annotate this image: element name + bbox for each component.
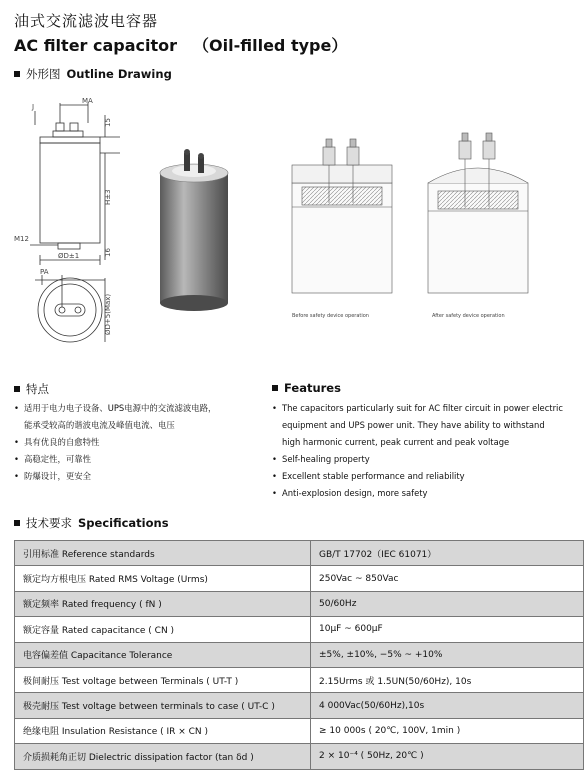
list-item: • Anti-explosion design, more safety: [272, 485, 582, 502]
spec-value: ±5%, ±10%, −5% ~ +10%: [311, 642, 584, 667]
cutaway-after-drawing: [428, 133, 528, 293]
square-bullet-icon: [272, 385, 278, 391]
list-item: • 高稳定性，可靠性: [14, 451, 264, 468]
cutaway-before-drawing: [292, 139, 392, 293]
dim-15: 15: [104, 118, 112, 127]
caption-before: Before safety device operation: [292, 313, 369, 319]
spec-value: ≥ 10 000s ( 20℃, 100V, 1min ): [311, 718, 584, 743]
table-row: [15, 693, 584, 718]
page-title-en: [14, 33, 347, 56]
features-en-heading-text: Features: [284, 381, 341, 395]
list-item: • 防爆设计，更安全: [14, 468, 264, 485]
spec-value: 2.15Urms 或 1.5UN(50/60Hz), 10s: [311, 667, 584, 692]
spec-key: 引用标准 Reference standards: [15, 541, 311, 566]
spec-value: 10μF ~ 600μF: [311, 617, 584, 642]
outline-drawing: [10, 95, 580, 355]
dim-16: 16: [104, 248, 112, 257]
table-row: [15, 541, 584, 566]
spec-key: 额定容量 Rated capacitance ( CN ): [15, 617, 311, 642]
table-row: [15, 718, 584, 743]
spec-key: 绝缘电阻 Insulation Resistance ( IR × CN ): [15, 718, 311, 743]
outline-heading: [14, 66, 172, 82]
list-item: • 具有优良的自愈特性: [14, 434, 264, 451]
caption-after: After safety device operation: [432, 313, 505, 319]
table-row: [15, 566, 584, 591]
title-en-type: （Oil-filled type）: [193, 36, 348, 55]
dim-dmax: ØD+5(Max): [104, 293, 112, 335]
outline-heading-cn: 外形图: [26, 67, 61, 81]
features-cn-heading-text: 特点: [26, 382, 49, 396]
spec-key: 极壳耐压 Test voltage between terminals to case ( UT-C ): [15, 693, 311, 718]
square-bullet-icon: [14, 386, 20, 392]
list-item: • The capacitors particularly suit for AC filter circuit in power electric: [272, 400, 582, 417]
spec-key: 额定频率 Rated frequency ( fN ): [15, 591, 311, 616]
spec-value: 250Vac ~ 850Vac: [311, 566, 584, 591]
table-row: [15, 591, 584, 616]
list-item: • Self-healing property: [272, 451, 582, 468]
features-cn-heading: [14, 381, 49, 397]
list-item: • 适用于电力电子设备、UPS电源中的交流滤波电路，: [14, 400, 264, 417]
features-en-list: [272, 400, 582, 502]
outline-heading-en: Outline Drawing: [66, 67, 172, 81]
square-bullet-icon: [14, 520, 20, 526]
features-en-heading: [272, 381, 341, 395]
spec-value: 50/60Hz: [311, 591, 584, 616]
spec-key: 介质损耗角正切 Dielectric dissipation factor (tan δd ): [15, 744, 311, 769]
spec-key: 极间耐压 Test voltage between Terminals ( UT-T ): [15, 667, 311, 692]
square-bullet-icon: [14, 71, 20, 77]
dim-d: ØD±1: [58, 252, 80, 260]
specs-heading-en: Specifications: [78, 516, 169, 530]
page-title-cn: 油式交流滤波电容器: [14, 12, 159, 30]
spec-value: GB/T 17702（IEC 61071）: [311, 541, 584, 566]
dim-m12: M12: [14, 235, 29, 243]
table-row: [15, 744, 584, 769]
spec-key: 电容偏差值 Capacitance Tolerance: [15, 642, 311, 667]
dim-h: H±3: [104, 189, 112, 205]
dim-pa: PA: [40, 268, 49, 276]
spec-value: 2 × 10⁻⁴ ( 50Hz, 20℃ ): [311, 744, 584, 769]
title-en-text: AC filter capacitor: [14, 36, 178, 55]
capacitor-photo: [160, 149, 228, 311]
table-row: [15, 642, 584, 667]
list-item: • Excellent stable performance and reliability: [272, 468, 582, 485]
specs-table: [14, 540, 584, 770]
dim-ma: MA: [82, 97, 93, 105]
spec-value: 4 000Vac(50/60Hz),10s: [311, 693, 584, 718]
specs-heading: [14, 515, 169, 531]
dim-j: J: [32, 103, 35, 111]
list-item: 能承受较高的谐波电流及峰值电流、电压: [24, 420, 175, 430]
list-item: high harmonic current, peak current and peak voltage: [282, 437, 510, 447]
specs-heading-cn: 技术要求: [26, 516, 72, 530]
table-row: [15, 617, 584, 642]
spec-key: 额定均方根电压 Rated RMS Voltage (Urms): [15, 566, 311, 591]
table-row: [15, 667, 584, 692]
list-item: equipment and UPS power unit. They have ability to withstand: [282, 420, 545, 430]
features-cn-list: [14, 400, 264, 485]
